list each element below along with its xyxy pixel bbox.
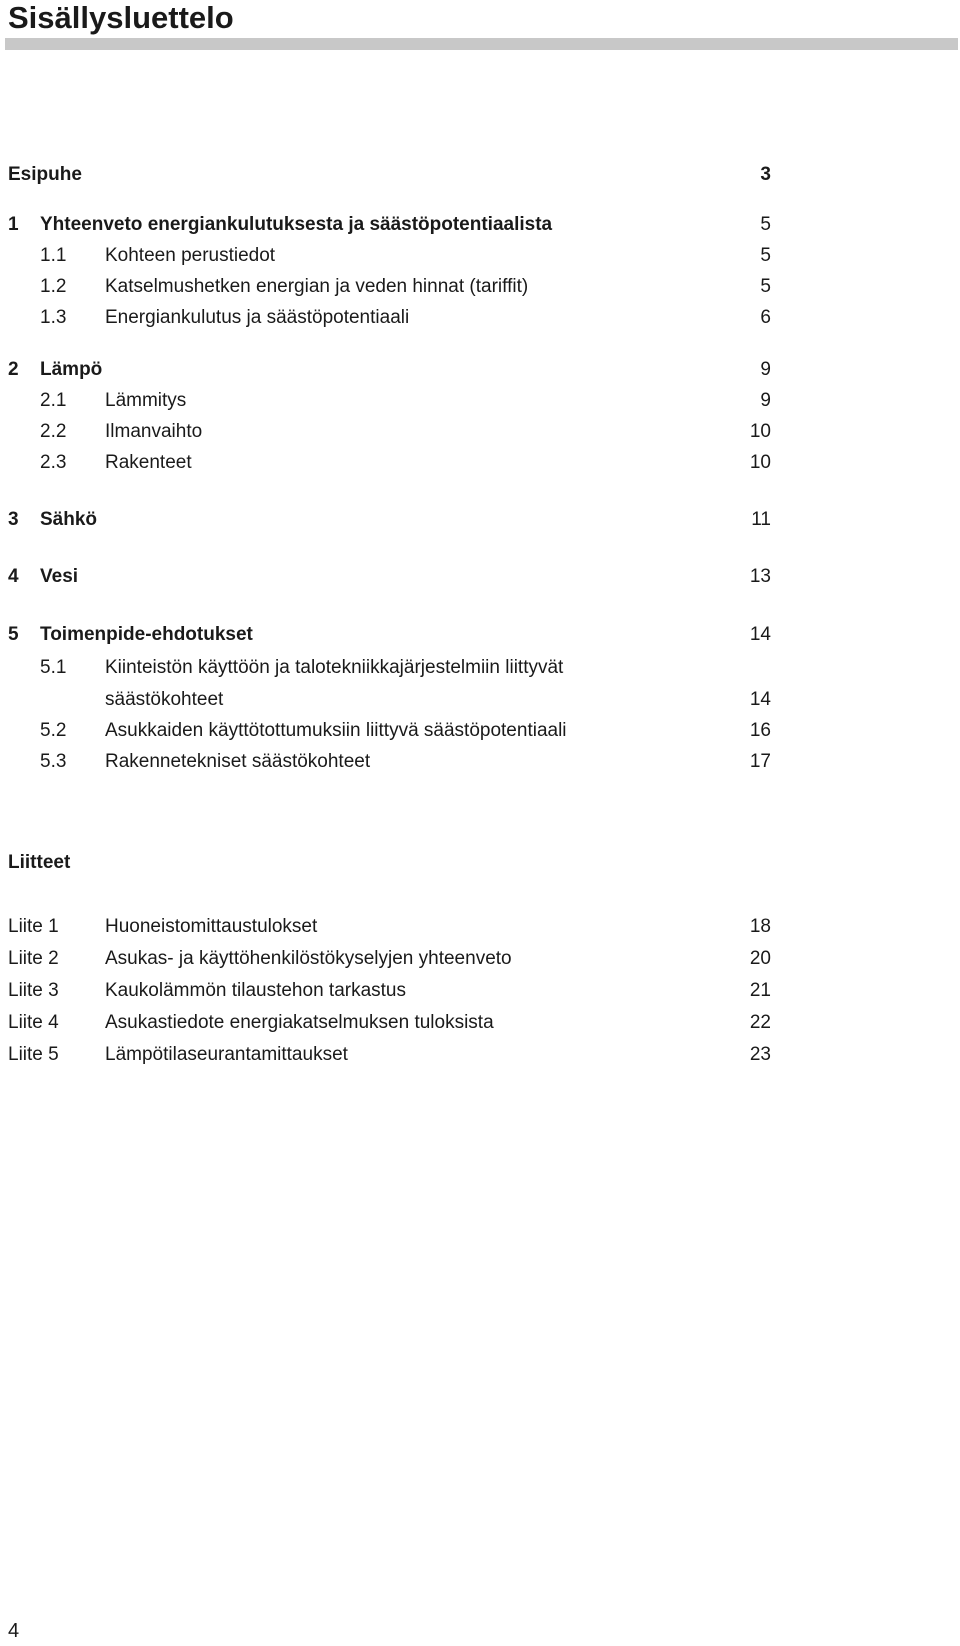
- toc-section-title: Kohteen perustiedot: [105, 245, 276, 266]
- toc-entry-page: 3: [760, 164, 771, 185]
- toc-section-2-1[interactable]: [0, 386, 960, 416]
- toc-section-number: 1.2: [40, 276, 67, 297]
- annex-label: Liite 1: [8, 916, 59, 937]
- toc-chapter-number: 4: [8, 566, 19, 587]
- toc-section-title: Rakenteet: [105, 452, 192, 473]
- toc-chapter-title: Vesi: [40, 566, 79, 587]
- toc-section-5-3[interactable]: [0, 747, 960, 777]
- annex-entry-3[interactable]: [0, 976, 960, 1006]
- toc-entry-title: Esipuhe: [8, 164, 82, 185]
- toc-chapter-title: Lämpö: [40, 359, 103, 380]
- toc-chapter-2[interactable]: [0, 355, 960, 385]
- toc-section-page: 9: [760, 390, 771, 411]
- annex-entry-5[interactable]: [0, 1040, 960, 1070]
- toc-section-page: 5: [760, 245, 771, 266]
- toc-section-number: 5.1: [40, 657, 67, 678]
- toc-section-title: Kiinteistön käyttöön ja talotekniikkajärjestelmiin liittyvät: [105, 657, 564, 678]
- toc-entry-preface[interactable]: [0, 160, 960, 190]
- page-title: Sisällysluettelo: [8, 0, 234, 35]
- page-number-footer: 4: [8, 1620, 20, 1642]
- toc-chapter-page: 9: [760, 359, 771, 380]
- toc-chapter-number: 3: [8, 509, 19, 530]
- toc-chapter-5[interactable]: [0, 620, 960, 650]
- toc-section-1-3[interactable]: [0, 303, 960, 333]
- toc-section-page: 10: [749, 421, 771, 442]
- title-rule: [5, 38, 958, 50]
- toc-chapter-title: Toimenpide-ehdotukset: [40, 624, 253, 645]
- toc-chapter-4[interactable]: [0, 562, 960, 592]
- toc-section-1-1[interactable]: [0, 241, 960, 271]
- toc-section-title: Asukkaiden käyttötottumuksiin liittyvä säästöpotentiaali: [105, 720, 567, 741]
- toc-section-number: 1.3: [40, 307, 67, 328]
- annex-label: Liite 5: [8, 1044, 59, 1065]
- toc-section-number: 1.1: [40, 245, 67, 266]
- toc-section-page: 6: [760, 307, 771, 328]
- toc-section-title: Energiankulutus ja säästöpotentiaali: [105, 307, 410, 328]
- annex-title: Asukas- ja käyttöhenkilöstökyselyjen yhteenveto: [105, 948, 512, 969]
- toc-chapter-page: 13: [749, 566, 771, 587]
- annexes-heading: Liitteet: [8, 852, 71, 873]
- toc-chapter-page: 5: [760, 214, 771, 235]
- toc-section-page: 14: [749, 689, 771, 710]
- toc-section-2-2[interactable]: [0, 417, 960, 447]
- toc-chapter-title: Yhteenveto energiankulutuksesta ja säästöpotentiaalista: [40, 214, 553, 235]
- toc-chapter-page: 14: [749, 624, 771, 645]
- annex-page: 22: [749, 1012, 771, 1033]
- annex-page: 23: [749, 1044, 771, 1065]
- toc-chapter-3[interactable]: [0, 505, 960, 535]
- toc-section-page: 5: [760, 276, 771, 297]
- toc-section-2-3[interactable]: [0, 448, 960, 478]
- toc-section-number: 2.2: [40, 421, 67, 442]
- toc-chapter-number: 1: [8, 214, 19, 235]
- toc-section-page: 16: [749, 720, 771, 741]
- toc-section-number: 2.3: [40, 452, 67, 473]
- toc-chapter-number: 5: [8, 624, 19, 645]
- toc-section-5-1[interactable]: [0, 653, 960, 683]
- annex-page: 18: [749, 916, 771, 937]
- toc-section-title: Lämmitys: [105, 390, 187, 411]
- toc-section-5-2[interactable]: [0, 716, 960, 746]
- toc-chapter-page: 11: [751, 509, 771, 530]
- toc-section-title: Rakennetekniset säästökohteet: [105, 751, 371, 772]
- toc-section-title-continued: säästökohteet: [105, 689, 224, 710]
- annex-label: Liite 2: [8, 948, 59, 969]
- toc-chapter-1[interactable]: [0, 210, 960, 240]
- annex-title: Huoneistomittaustulokset: [105, 916, 318, 937]
- toc-section-title: Ilmanvaihto: [105, 421, 203, 442]
- annex-entry-2[interactable]: [0, 944, 960, 974]
- toc-section-1-2[interactable]: [0, 272, 960, 302]
- annex-page: 20: [749, 948, 771, 969]
- annex-label: Liite 3: [8, 980, 59, 1001]
- toc-chapter-number: 2: [8, 359, 19, 380]
- toc-section-5-1-continued[interactable]: [0, 685, 960, 715]
- annex-title: Asukastiedote energiakatselmuksen tuloksista: [105, 1012, 494, 1033]
- annex-title: Lämpötilaseurantamittaukset: [105, 1044, 348, 1065]
- toc-section-number: 5.3: [40, 751, 67, 772]
- toc-section-number: 5.2: [40, 720, 67, 741]
- toc-section-page: 17: [749, 751, 771, 772]
- toc-chapter-title: Sähkö: [40, 509, 98, 530]
- toc-section-title: Katselmushetken energian ja veden hinnat (tariffit): [105, 276, 529, 297]
- annex-entry-4[interactable]: [0, 1008, 960, 1038]
- toc-section-number: 2.1: [40, 390, 67, 411]
- annex-label: Liite 4: [8, 1012, 59, 1033]
- annex-entry-1[interactable]: [0, 912, 960, 942]
- annex-title: Kaukolämmön tilaustehon tarkastus: [105, 980, 406, 1001]
- annex-page: 21: [749, 980, 771, 1001]
- toc-section-page: 10: [749, 452, 771, 473]
